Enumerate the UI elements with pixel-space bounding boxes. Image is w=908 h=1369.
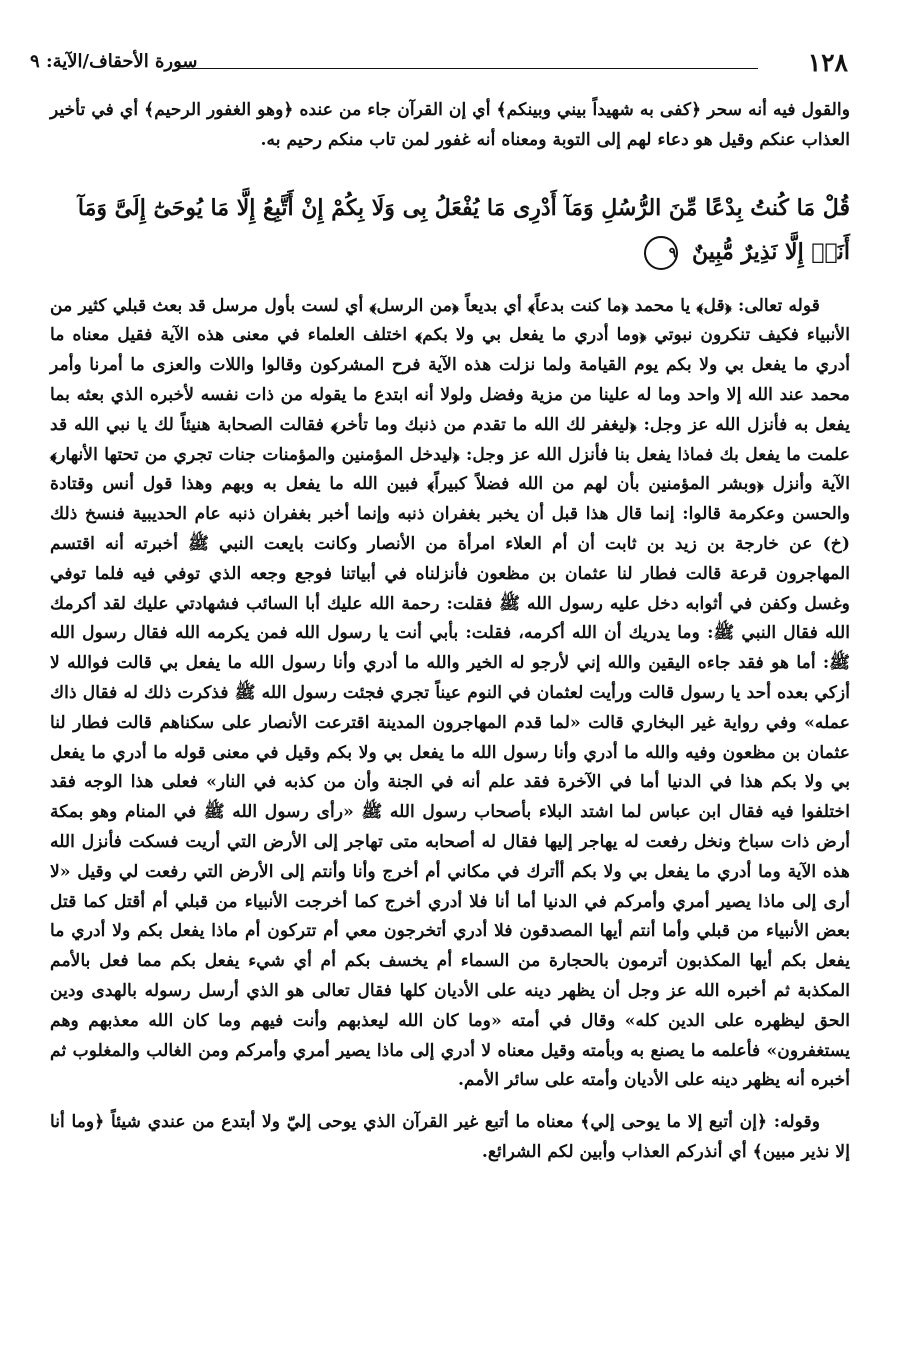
quran-verse-text: قُلْ مَا كُنتُ بِدْعًا مِّنَ الرُّسُلِ وَمَآ أَدْرِى مَا يُفْعَلُ بِى وَلَا بِكُمْ إِنْ أَتَّبِعُ إِلَّا مَا يُوحَىٰٓ إِلَىَّ وَمَآ أَنَا۠ إِلَّا نَذِيرٌ مُّبِينٌ	[77, 194, 850, 265]
intro-paragraph: والقول فيه أنه سحر ﴿كفى به شهيداً بيني وبينكم﴾ أي إن القرآن جاء من عنده ﴿وهو الغفور الرحيم﴾ أي في تأخير العذاب عنكم وقيل هو دعاء لهم إلى التوبة ومعناه أنه غفور لمن تاب منكم رحيم به.	[50, 100, 850, 150]
closing-paragraph: وقوله: ﴿إن أتبع إلا ما يوحى إلي﴾ معناه ما أتبع غير القرآن الذي يوحى إليّ ولا أبتدع من عندي شيئاً ﴿وما أنا إلا نذير مبين﴾ أي أنذركم العذاب وأبين لكم الشرائع.	[50, 1112, 850, 1162]
header-rule	[180, 68, 758, 69]
surah-verse-label: سورة الأحقاف/الآية: ٩	[30, 51, 198, 72]
page-number: ١٢٨	[807, 48, 848, 77]
verse-number-marker: ٩	[644, 236, 678, 270]
quran-verse	[50, 186, 850, 274]
page-content	[50, 96, 850, 1168]
running-header	[30, 48, 848, 82]
tafsir-paragraph: قوله تعالى: ﴿قل﴾ يا محمد ﴿ما كنت بدعاً﴾ أي بديعاً ﴿من الرسل﴾ أي لست بأول مرسل قد بعث قبلي كثير من الأنبياء فكيف تنكرون نبوتي ﴿وما أدري ما يفعل بي ولا بكم﴾ اختلف العلماء في معنى هذه الآية فقيل معناه ما أدري ما يفعل بي ولا بكم يوم القيامة ولما نزلت هذه الآية فرح المشركون وقالوا واللات والعزى ما أمرنا وأمر محمد عند الله إلا واحد وما له علينا من مزية وفضل ولولا أنه ابتدع ما يقوله من ذات نفسه لأخبره الذي بعثه بما يفعل به فأنزل الله عز وجل: ﴿ليغفر لك الله ما تقدم من ذنبك وما تأخر﴾ فقالت الصحابة هنيئاً لك يا نبي الله قد علمت ما يفعل بك فماذا يفعل بنا فأنزل الله عز وجل: ﴿ليدخل المؤمنين والمؤمنات جنات تجري من تحتها الأنهار﴾ الآية وأنزل ﴿وبشر المؤمنين بأن لهم من الله فضلاً كبيراً﴾ فبين الله ما يفعل به وبهم وهذا قول أنس وقتادة والحسن وعكرمة قالوا: إنما قال هذا قبل أن يخبر بغفران ذنبه وإنما أخبر بغفران ذنبه عام الحديبية فنسخ ذلك (خ) عن خارجة بن زيد بن ثابت أن أم العلاء امرأة من الأنصار وكانت بايعت النبي ﷺ أخبرته أنه اقتسم المهاجرون قرعة قالت فطار لنا عثمان بن مظعون فأنزلناه في أبياتنا فوجع وجعه الذي توفي فيه فلما توفي وغسل وكفن في أثوابه دخل عليه رسول الله ﷺ فقلت: رحمة الله عليك أبا السائب فشهادتي عليك لقد أكرمك الله فقال النبي ﷺ: وما يدريك أن الله أكرمه، فقلت: بأبي أنت يا رسول الله فمن يكرمه الله فقال رسول الله ﷺ: أما هو فقد جاءه اليقين والله إني لأرجو له الخير والله ما أدري وأنا رسول الله ما يفعل بي قالت فوالله لا أزكي بعده أحد يا رسول قالت ورأيت لعثمان في النوم عيناً تجري فجئت رسول الله ﷺ فذكرت ذلك له فقال ذاك عمله» وفي رواية غير البخاري قالت «لما قدم المهاجرون المدينة اقترعت الأنصار على سكناهم قالت فطار لنا عثمان بن مظعون وفيه والله ما أدري وأنا رسول الله ما يفعل بي ولا بكم وقيل في معنى قوله ما أدري ما يفعل بي ولا بكم هذا في الدنيا أما في الآخرة فقد علم أنه في الجنة وأن من كذبه في النار» فعلى هذا الوجه فقد اختلفوا فيه فقال ابن عباس لما اشتد البلاء بأصحاب رسول الله ﷺ «رأى رسول الله ﷺ في المنام وهو بمكة أرض ذات سباخ ونخل رفعت له يهاجر إليها فقال له أصحابه متى تهاجر إلى الأرض التي أريت فسكت فأنزل الله هذه الآية وما أدري ما يفعل بي ولا بكم أأترك في مكاني أم أخرج وأنا وأنتم إلى الأرض التي رفعت لي وقيل «لا أرى إلى ماذا يصير أمري وأمركم في الدنيا أما أنا فلا أدري أخرج كما أخرجت الأنبياء من قبلي أم أقتل كما قتل بعض الأنبياء من قبلي وأما أنتم أيها المصدقون فلا أدري أتخرجون معي أم تتركون أم ماذا يفعل بكم ولا أدري ما يفعل بكم أيها المكذبون أترمون بالحجارة من السماء أم يخسف بكم أم أي شيء يفعل بكم مما فعل بالأمم المكذبة ثم أخبره الله عز وجل أن يظهر دينه على الأديان كلها فقال تعالى هو الذي أرسل رسوله بالهدى ودين الحق ليظهره على الدين كله» وقال في أمته «وما كان الله ليعذبهم وأنت فيهم وما كان الله معذبهم وهم يستغفرون» فأعلمه ما يصنع به وبأمته وقيل معناه لا أدري إلى ماذا يصير أمري وأمركم ومن الغالب والمغلوب ثم أخبره أنه يظهر دينه على الأديان وأمته على سائر الأمم.	[50, 295, 850, 1091]
